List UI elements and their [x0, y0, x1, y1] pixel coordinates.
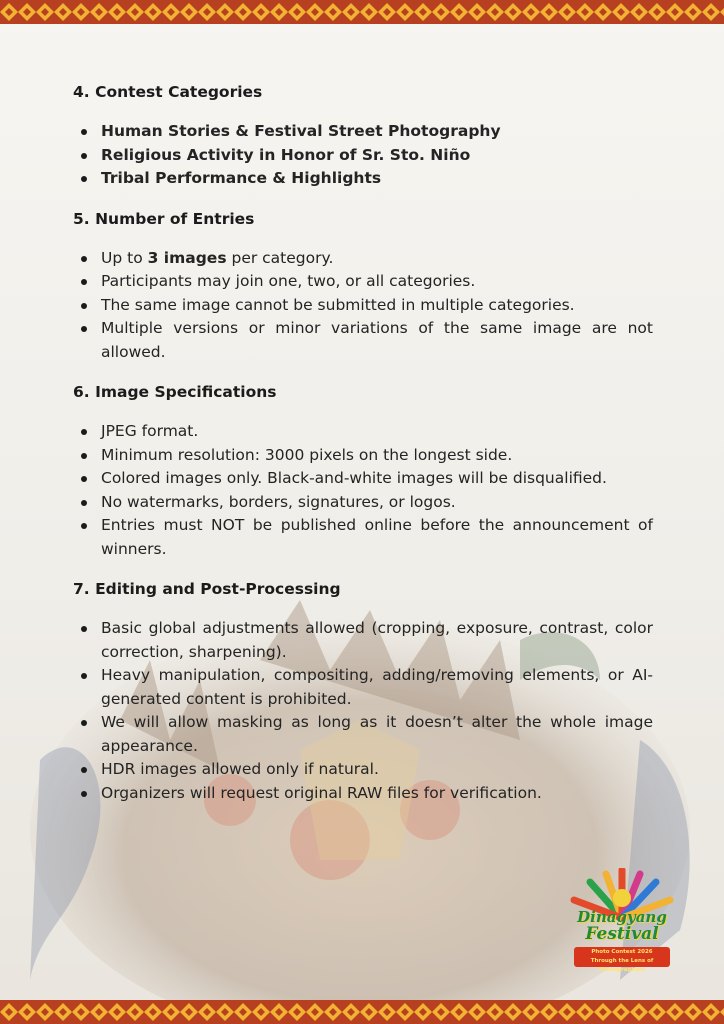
document-body	[73, 80, 653, 821]
logo-subtitle-line2: Through the Lens of Photographers	[590, 958, 654, 973]
list-item: Basic global adjustments allowed (cropping, exposure, contrast, color correction, sharpening).	[101, 617, 653, 664]
list-item: Religious Activity in Honor of Sr. Sto. Niño	[101, 144, 653, 168]
list-item: HDR images allowed only if natural.	[101, 758, 653, 782]
entries-list	[73, 247, 653, 365]
list-item: Organizers will request original RAW files for verification.	[101, 782, 653, 806]
list-item: Participants may join one, two, or all categories.	[101, 270, 653, 294]
logo-subtitle	[574, 947, 670, 973]
section-heading: 4. Contest Categories	[73, 83, 263, 101]
list-item: Human Stories & Festival Street Photography	[101, 120, 653, 144]
category-list	[73, 120, 653, 191]
list-item	[101, 247, 653, 271]
bottom-decorative-border	[0, 1000, 724, 1024]
text-run: Up to	[101, 248, 148, 267]
section-editing-post-processing	[73, 577, 653, 805]
list-item: We will allow masking as long as it doesn’t alter the whole image appearance.	[101, 711, 653, 758]
section-heading: 5. Number of Entries	[73, 209, 255, 228]
list-item: Colored images only. Black-and-white images will be disqualified.	[101, 467, 653, 491]
section-image-specifications	[73, 380, 653, 561]
list-item: Multiple versions or minor variations of the same image are not allowed.	[101, 317, 653, 364]
section-heading: 7. Editing and Post-Processing	[73, 580, 341, 598]
list-item: Minimum resolution: 3000 pixels on the longest side.	[101, 444, 653, 468]
section-number-of-entries	[73, 207, 653, 365]
list-item: Tribal Performance & Highlights	[101, 167, 653, 191]
section-contest-categories	[73, 80, 653, 191]
bold-text-run: 3 images	[147, 248, 227, 267]
logo-subtitle-line1: Photo Contest 2026	[591, 949, 653, 955]
specifications-list	[73, 420, 653, 561]
section-heading: 6. Image Specifications	[73, 383, 277, 401]
list-item: Entries must NOT be published online before the announcement of winners.	[101, 514, 653, 561]
dinagyang-festival-logo	[560, 868, 684, 972]
list-item: Heavy manipulation, compositing, adding/removing elements, or AI-generated content is prohibited.	[101, 664, 653, 711]
logo-title-line2: Festival	[585, 924, 659, 944]
editing-rules-list	[73, 617, 653, 805]
top-decorative-border	[0, 0, 724, 24]
list-item: No watermarks, borders, signatures, or logos.	[101, 491, 653, 515]
logo-title-line1: Dinagyang	[577, 908, 667, 926]
text-run: per category.	[226, 248, 334, 267]
list-item: JPEG format.	[101, 420, 653, 444]
list-item: The same image cannot be submitted in multiple categories.	[101, 294, 653, 318]
